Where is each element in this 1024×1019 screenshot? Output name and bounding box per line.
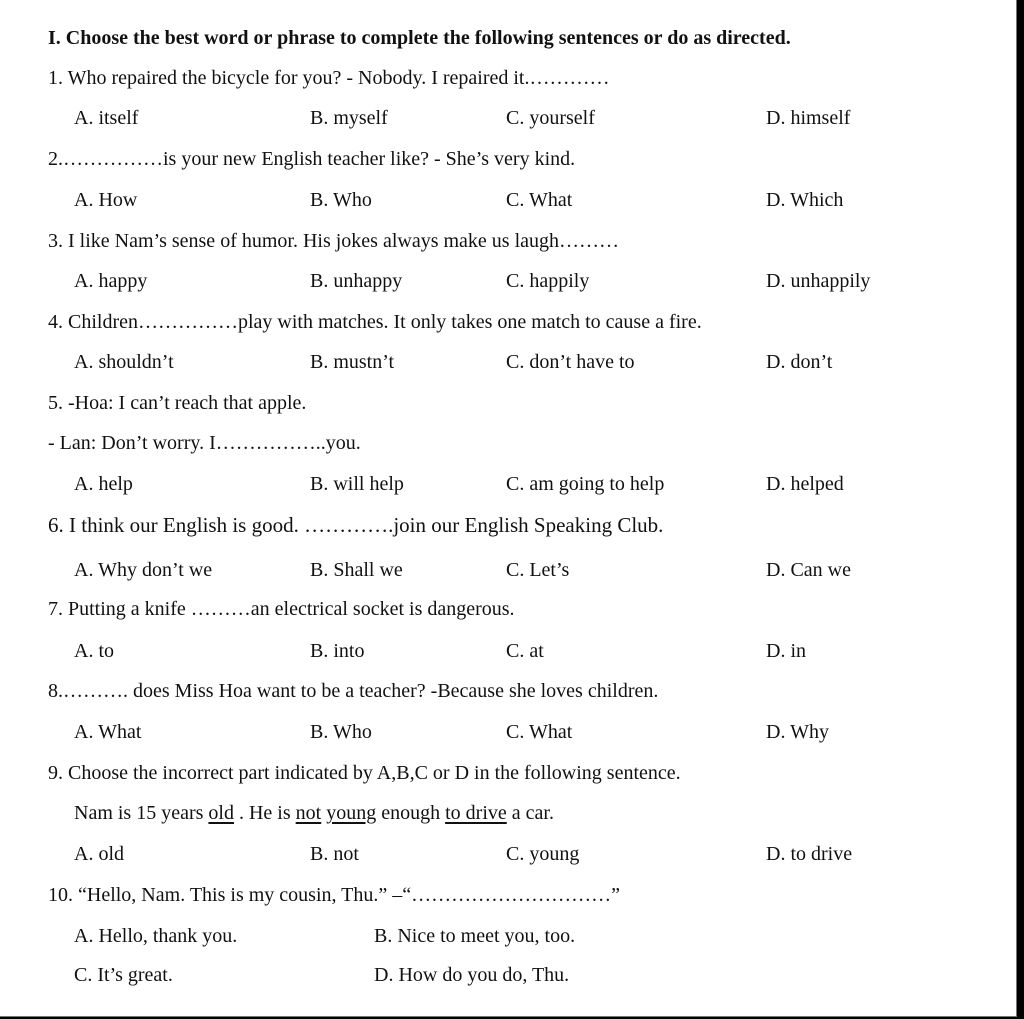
underlined-part-d: to drive	[445, 802, 507, 824]
q6-option-b: B. Shall we	[310, 559, 403, 581]
q8-option-b: B. Who	[310, 721, 372, 743]
question-4: 4. Children……………play with matches. It only takes one match to cause a fire.	[48, 311, 702, 333]
q4-option-d: D. don’t	[766, 351, 833, 373]
q1-option-c: C. yourself	[506, 107, 595, 129]
question-2: 2.……………is your new English teacher like? - She’s very kind.	[48, 148, 576, 170]
q7-option-c: C. at	[506, 640, 544, 662]
q3-option-b: B. unhappy	[310, 270, 403, 292]
q9-option-d: D. to drive	[766, 843, 853, 865]
q10-option-d: D. How do you do, Thu.	[374, 964, 570, 986]
q6-option-c: C. Let’s	[506, 559, 570, 581]
q2-option-c: C. What	[506, 189, 573, 211]
q7-option-b: B. into	[310, 640, 365, 662]
q10-option-c: C. It’s great.	[74, 964, 173, 986]
q3-option-d: D. unhappily	[766, 270, 871, 292]
q10-option-b: B. Nice to meet you, too.	[374, 925, 576, 947]
q10-option-a: A. Hello, thank you.	[74, 925, 238, 947]
q4-option-b: B. mustn’t	[310, 351, 395, 373]
section-heading: I. Choose the best word or phrase to complete the following sentences or do as directed.	[48, 27, 791, 49]
q5-option-b: B. will help	[310, 473, 404, 495]
question-3: 3. I like Nam’s sense of humor. His jokes always make us laugh………	[48, 230, 620, 252]
underlined-part-a: old	[208, 802, 234, 824]
question-5-line-2: - Lan: Don’t worry. I……………..you.	[48, 432, 361, 454]
underlined-part-c: young	[326, 802, 377, 824]
q5-option-c: C. am going to help	[506, 473, 665, 495]
q9-option-b: B. not	[310, 843, 359, 865]
q5-option-a: A. help	[74, 473, 133, 495]
question-5: 5. -Hoa: I can’t reach that apple.	[48, 392, 307, 414]
q2-option-d: D. Which	[766, 189, 844, 211]
question-1: 1. Who repaired the bicycle for you? - Nobody. I repaired it.…………	[48, 67, 610, 89]
question-9-sentence: Nam is 15 years old . He is not young enough to drive a car.	[74, 802, 554, 824]
q1-option-b: B. myself	[310, 107, 388, 129]
q7-option-a: A. to	[74, 640, 114, 662]
q4-option-c: C. don’t have to	[506, 351, 635, 373]
q5-option-d: D. helped	[766, 473, 844, 495]
question-9: 9. Choose the incorrect part indicated by A,B,C or D in the following sentence.	[48, 762, 681, 784]
underlined-part-b: not	[295, 802, 322, 824]
q9-option-c: C. young	[506, 843, 580, 865]
q2-option-b: B. Who	[310, 189, 372, 211]
q7-option-d: D. in	[766, 640, 806, 662]
q2-option-a: A. How	[74, 189, 138, 211]
q3-option-a: A. happy	[74, 270, 148, 292]
q8-option-a: A. What	[74, 721, 142, 743]
q1-option-a: A. itself	[74, 107, 139, 129]
q6-option-d: D. Can we	[766, 559, 851, 581]
q8-option-d: D. Why	[766, 721, 829, 743]
q6-option-a: A. Why don’t we	[74, 559, 213, 581]
q9-option-a: A. old	[74, 843, 124, 865]
q8-option-c: C. What	[506, 721, 573, 743]
q3-option-c: C. happily	[506, 270, 590, 292]
question-10: 10. “Hello, Nam. This is my cousin, Thu.” –“…………………………”	[48, 884, 620, 906]
question-7: 7. Putting a knife ………an electrical socket is dangerous.	[48, 598, 515, 620]
question-6: 6. I think our English is good. ………….join our English Speaking Club.	[48, 513, 664, 537]
question-8: 8.………. does Miss Hoa want to be a teacher? -Because she loves children.	[48, 680, 659, 702]
q4-option-a: A. shouldn’t	[74, 351, 174, 373]
q1-option-d: D. himself	[766, 107, 851, 129]
